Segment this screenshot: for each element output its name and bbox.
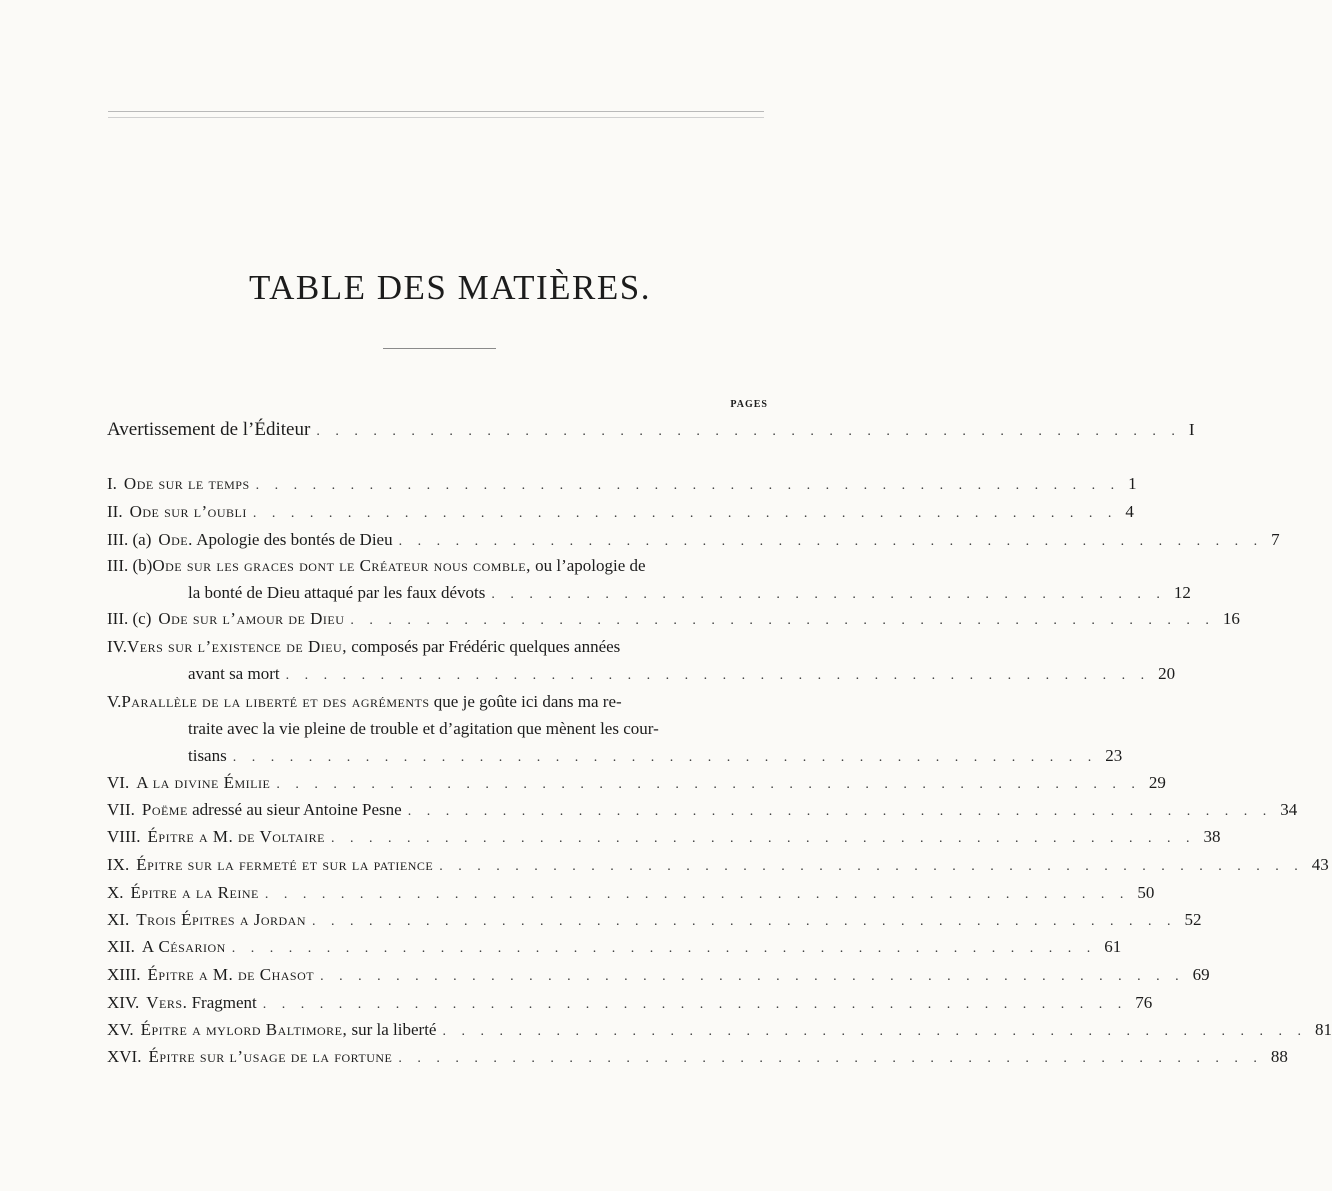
toc-entry-intro[interactable] bbox=[107, 419, 1195, 443]
top-decorative-rule bbox=[108, 111, 764, 118]
toc-entry[interactable] bbox=[107, 800, 1298, 824]
toc-entry[interactable] bbox=[107, 502, 1134, 526]
toc-entry[interactable] bbox=[107, 692, 769, 712]
entry-title: Vers. bbox=[146, 993, 188, 1012]
entry-subtitle: ou l’apologie de bbox=[530, 556, 646, 575]
entry-title: A Césarion bbox=[141, 937, 226, 956]
entry-line2: la bonté de Dieu attaqué par les faux dévots bbox=[188, 583, 486, 602]
toc-entry[interactable] bbox=[107, 993, 1153, 1017]
dot-leader: . . . . . . . . . . . . . . . . . . . . . . . . . . . . . . . . . . . . . . . . . . . . . . bbox=[252, 506, 1118, 521]
entry-number: XIV. bbox=[107, 993, 140, 1012]
entry-number: II. bbox=[107, 502, 123, 521]
toc-entry[interactable] bbox=[107, 855, 1329, 879]
entry-page: 50 bbox=[1137, 883, 1155, 902]
dot-leader: . . . . . . . . . . . . . . . . . . . . . . . . . . . . . . . . . . . . . . . . . . . . . . bbox=[231, 941, 1097, 956]
entry-title: Épitre sur la fermeté et sur la patience bbox=[136, 855, 434, 874]
toc-entry[interactable] bbox=[107, 937, 1122, 961]
entry-page: 76 bbox=[1135, 993, 1153, 1012]
toc-entry[interactable] bbox=[107, 1047, 1288, 1071]
entry-page: 4 bbox=[1125, 502, 1134, 521]
entry-number: XI. bbox=[107, 910, 130, 929]
entry-page: 29 bbox=[1148, 773, 1166, 792]
entry-number: VII. bbox=[107, 800, 135, 819]
toc-entry-page: I bbox=[1188, 420, 1195, 439]
entry-subtitle: composés par Frédéric quelques années bbox=[346, 637, 621, 656]
dot-leader: . . . . . . . . . . . . . . . . . . . . . . . . . . . . . . . . . . . . . . . . . . . . . . bbox=[262, 997, 1128, 1012]
entry-subtitle: que je goûte ici dans ma re- bbox=[429, 692, 622, 711]
entry-number: VIII. bbox=[107, 827, 141, 846]
toc-entry-title: Avertissement de l’Éditeur bbox=[107, 419, 311, 440]
entry-page: 23 bbox=[1105, 746, 1123, 765]
pages-column-header: PAGES bbox=[730, 399, 768, 410]
toc-entry[interactable] bbox=[107, 883, 1155, 907]
toc-entry[interactable] bbox=[107, 556, 769, 576]
entry-page: 61 bbox=[1104, 937, 1122, 956]
entry-number: III. (a) bbox=[107, 530, 152, 549]
entry-title: Épitre a mylord Baltimore, bbox=[140, 1020, 348, 1039]
dot-leader: . . . . . . . . . . . . . . . . . . . . . . . . . . . . . . . . . . . . . . . . . . . . . . bbox=[320, 969, 1185, 984]
dot-leader: . . . . . . . . . . . . . . . . . . . . . . . . . . . . . . . . . . . . . . . . . . . . . . bbox=[285, 668, 1151, 683]
dot-leader: . . . . . . . . . . . . . . . . . . . . . . . . . . . . . . . . . . . . . . . . . . . . . . bbox=[312, 914, 1177, 929]
entry-title: Ode sur l’amour de Dieu bbox=[158, 609, 345, 628]
dot-leader: . . . . . . . . . . . . . . . . . . . . . . . . . . . . . . . . . . . . . . . . . . . . . . bbox=[232, 750, 1098, 765]
toc-entry-continuation bbox=[188, 583, 1191, 607]
entry-page: 81 bbox=[1314, 1020, 1332, 1039]
entry-title: Épitre sur l’usage de la fortune bbox=[148, 1047, 393, 1066]
entry-page: 34 bbox=[1280, 800, 1298, 819]
entry-number: III. (c) bbox=[107, 609, 152, 628]
entry-page: 7 bbox=[1271, 530, 1280, 549]
dot-leader: . . . . . . . . . . . . . . . . . . . . . . . . . . . . . . . . . . . . . . . . . . . . . . bbox=[264, 887, 1130, 902]
entry-subtitle: Fragment bbox=[187, 993, 257, 1012]
entry-line3: tisans bbox=[188, 746, 227, 765]
toc-entry[interactable] bbox=[107, 474, 1137, 498]
dot-leader: . . . . . . . . . . . . . . . . . . . . . . . . . . . . . . . . . . . . . . . . . . . . . . bbox=[255, 478, 1121, 493]
dot-leader: . . . . . . . . . . . . . . . . . . . . . . . . . . . . . . . . . . . . . . . . . . . . . . bbox=[398, 1051, 1263, 1066]
entry-line2: traite avec la vie pleine de trouble et d’agitation que mènent les cour- bbox=[188, 719, 659, 738]
entry-page: 1 bbox=[1128, 474, 1137, 493]
dot-leader: . . . . . . . . . . . . . . . . . . . . . . . . . . . . . . . . . . . . . . . . . . . . . . bbox=[276, 777, 1141, 792]
entry-number: I. bbox=[107, 474, 117, 493]
toc-entry[interactable] bbox=[107, 773, 1166, 797]
dot-leader: . . . . . . . . . . . . . . . . . . . . . . . . . . . . . . . . . . . . . . . . . . . . . . bbox=[398, 534, 1264, 549]
entry-number: XII. bbox=[107, 937, 135, 956]
dot-leader: . . . . . . . . . . . . . . . . . . . . . . . . . . . . . . . . . . . . bbox=[491, 587, 1166, 602]
dot-leader: . . . . . . . . . . . . . . . . . . . . . . . . . . . . . . . . . . . . . . . . . . . . . . bbox=[316, 424, 1181, 439]
entry-page: 12 bbox=[1173, 583, 1191, 602]
entry-number: XVI. bbox=[107, 1047, 142, 1066]
entry-title: Épitre a M. de Chasot bbox=[147, 965, 315, 984]
entry-subtitle: sur la liberté bbox=[347, 1020, 437, 1039]
entry-page: 20 bbox=[1158, 664, 1176, 683]
entry-title: Poëme bbox=[141, 800, 188, 819]
entry-title: Vers sur l’existence de Dieu, bbox=[127, 637, 347, 656]
dot-leader: . . . . . . . . . . . . . . . . . . . . . . . . . . . . . . . . . . . . . . . . . . . . . . bbox=[442, 1024, 1307, 1039]
entry-title: Trois Épitres a Jordan bbox=[136, 910, 307, 929]
toc-entry-continuation bbox=[188, 746, 1123, 770]
entry-line2: avant sa mort bbox=[188, 664, 280, 683]
toc-entry[interactable] bbox=[107, 827, 1221, 851]
toc-entry[interactable] bbox=[107, 965, 1210, 989]
toc-entry[interactable] bbox=[107, 637, 769, 657]
entry-title: Épitre a M. de Voltaire bbox=[147, 827, 325, 846]
toc-entry-continuation bbox=[188, 664, 1176, 688]
toc-entry[interactable] bbox=[107, 609, 1240, 633]
page-title: TABLE DES MATIÈRES. bbox=[249, 268, 651, 307]
entry-number: IV. bbox=[107, 637, 127, 656]
entry-title: Ode sur le temps bbox=[123, 474, 250, 493]
title-divider bbox=[383, 348, 496, 349]
entry-title: Ode. bbox=[158, 530, 193, 549]
toc-entry[interactable] bbox=[107, 530, 1280, 554]
entry-subtitle: Apologie des bontés de Dieu bbox=[192, 530, 393, 549]
entry-title: Ode sur les graces dont le Créateur nous comble, bbox=[152, 556, 531, 575]
entry-page: 88 bbox=[1270, 1047, 1288, 1066]
entry-page: 69 bbox=[1192, 965, 1210, 984]
entry-number: X. bbox=[107, 883, 124, 902]
entry-subtitle: adressé au sieur Antoine Pesne bbox=[187, 800, 402, 819]
entry-number: XV. bbox=[107, 1020, 134, 1039]
entry-page: 38 bbox=[1203, 827, 1221, 846]
dot-leader: . . . . . . . . . . . . . . . . . . . . . . . . . . . . . . . . . . . . . . . . . . . . . . bbox=[350, 613, 1215, 628]
toc-entry[interactable] bbox=[107, 1020, 1332, 1044]
dot-leader: . . . . . . . . . . . . . . . . . . . . . . . . . . . . . . . . . . . . . . . . . . . . . . bbox=[439, 859, 1304, 874]
dot-leader: . . . . . . . . . . . . . . . . . . . . . . . . . . . . . . . . . . . . . . . . . . . . . . bbox=[331, 831, 1196, 846]
dot-leader: . . . . . . . . . . . . . . . . . . . . . . . . . . . . . . . . . . . . . . . . . . . . . . bbox=[407, 804, 1273, 819]
entry-number: XIII. bbox=[107, 965, 141, 984]
entry-page: 52 bbox=[1184, 910, 1202, 929]
entry-title: A la divine Émilie bbox=[136, 773, 271, 792]
entry-title: Parallèle de la liberté et des agréments bbox=[121, 692, 430, 711]
entry-number: VI. bbox=[107, 773, 130, 792]
entry-page: 16 bbox=[1222, 609, 1240, 628]
entry-number: IX. bbox=[107, 855, 130, 874]
entry-page: 43 bbox=[1311, 855, 1329, 874]
entry-title: Ode sur l’oubli bbox=[129, 502, 247, 521]
entry-number: III. (b) bbox=[107, 556, 153, 575]
toc-entry[interactable] bbox=[107, 910, 1202, 934]
entry-number: V. bbox=[107, 692, 122, 711]
entry-title: Épitre a la Reine bbox=[130, 883, 259, 902]
